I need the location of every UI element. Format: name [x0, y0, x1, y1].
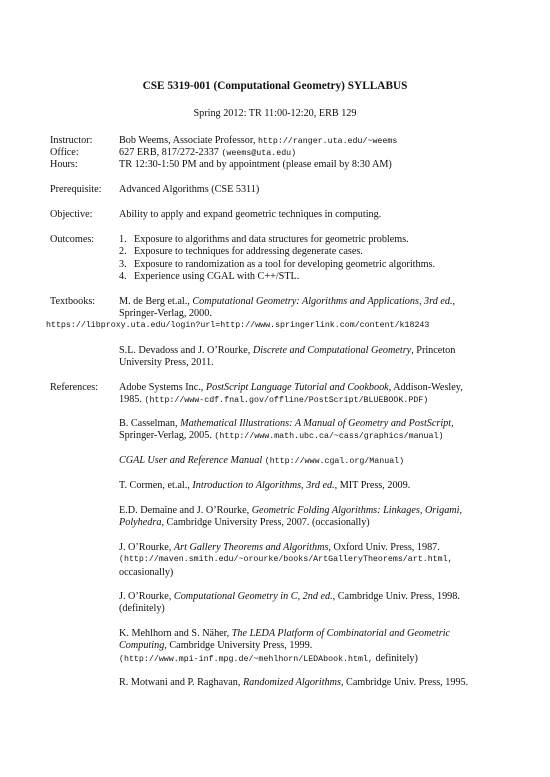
office-email-link[interactable]: (weems@uta.edu)	[221, 149, 297, 158]
reference-1-url-link[interactable]: (http://www-cdf.fnal.gov/offline/PostScript/BLUEBOOK.PDF)	[144, 396, 429, 406]
textbooks-label: Textbooks:	[50, 296, 96, 307]
prerequisite-label: Prerequisite:	[50, 184, 102, 195]
outcomes-label: Outcomes:	[50, 234, 95, 245]
instructor-label: Instructor:	[50, 135, 93, 146]
reference-8-url-link[interactable]: (http://www.mpi-inf.mpg.de/~mehlhorn/LEDAbook.html,	[119, 654, 373, 664]
prerequisite-value: Advanced Algorithms (CSE 5311)	[119, 184, 260, 195]
textbook-1-url-link[interactable]: https://libproxy.uta.edu/login?url=http://www.springerlink.com/content/k18243	[46, 321, 430, 330]
page-title: CSE 5319-001 (Computational Geometry) SYLLABUS	[142, 80, 408, 92]
list-item: 3. Exposure to randomization as a tool for developing geometric algorithms.	[119, 258, 436, 270]
outcomes-list	[119, 234, 504, 283]
hours-label: Hours:	[50, 159, 78, 170]
list-item: 1. Exposure to algorithms and data structures for geometric problems.	[119, 234, 409, 245]
reference-2-url-link[interactable]: (http://www.math.ubc.ca/~cass/graphics/manual)	[214, 432, 444, 442]
list-item: 4. Experience using CGAL with C++/STL.	[119, 270, 300, 282]
syllabus-page: CSE 5319-001 (Computational Geometry) SYLLABUS Spring 2012: TR 11:00-12:20, ERB 129 Instructor: Bob Weems, Associate Professor, http://ranger.uta.edu/~weems Office: 627 ERB, 817/272-2337 (weems@uta.edu) Hours: TR 12:30-1:50 PM and by appointment (please email by 8:30 AM) Prerequisite: Advanced Algorithms (CSE 5311) Objective: Ability to apply and expand geometric techniques in computing. Outcomes: 1. Exposure to algorithms and data structures for geometric problems. 2. Exposure to techniques for addressing degenerate cases. 3. Exposure to randomization as a tool for developing geometric algorithms. 4. Experience using CGAL with C++/STL. Textbooks: M. de Berg et.al., Computational Geometry: Algorithms and Applications, 3rd ed., Springer-Verlag, 2000. https://libproxy.uta.edu/login?url=http://www.springerlink.com/content/k18243 S.L. Devadoss and J. O’Rourke, Discrete and Computational Geometry, Princeton University Press, 2011. References: Adobe Systems Inc., PostScript Language Tutorial and Cookbook, Addison-Wesley, 1985. (http://www-cdf.fnal.gov/offline/PostScript/BLUEBOOK.PDF) B. Casselman, Mathematical Illustrations: A Manual of Geometry and PostScript, Springer-Verlag, 2005. (http://www.math.ubc.ca/~cass/graphics/manual) CGAL User and Reference Manual (http://www.cgal.org/Manual) T. Cormen, et.al., Introduction to Algorithms, 3rd ed., MIT Press, 2009. E.D. Demaine and J. O’Rourke, Geometric Folding Algorithms: Linkages, Origami, Polyhedra, Cambridge University Press, 2007. (occasionally) J. O’Rourke, Art Gallery Theorems and Algorithms, Oxford Univ. Press, 1987. (http://maven.smith.edu/~orourke/books/ArtGalleryTheorems/art.html, occasionally) J. O’Rourke, Computational Geometry in C, 2nd ed., Cambridge Univ. Press, 1998. (definitely) K. Mehlhorn and S. Näher, The LEDA Platform of Combinatorial and Geometric Computing, Cambridge University Press, 1999. (http://www.mpi-inf.mpg.de/~mehlhorn/LEDAbook.html, definitely) R. Motwani and P. Raghavan, Randomized Algorithms, Cambridge Univ. Press, 1995.	[0, 0, 550, 777]
hours-value: TR 12:30-1:50 PM and by appointment (please email by 8:30 AM)	[119, 159, 392, 170]
objective-label: Objective:	[50, 209, 93, 220]
list-item: 2. Exposure to techniques for addressing degenerate cases.	[119, 246, 363, 258]
reference-3-url-link[interactable]: (http://www.cgal.org/Manual)	[264, 457, 405, 466]
reference-6-url-link[interactable]: (http://maven.smith.edu/~orourke/books/ArtGalleryTheorems/art.html,	[119, 555, 453, 565]
office-label: Office:	[50, 147, 79, 158]
objective-value: Ability to apply and expand geometric techniques in computing.	[119, 209, 382, 220]
reference-1: Adobe Systems Inc., PostScript Language Tutorial and Cookbook, Addison-Wesley, 1985. (http://www-cdf.fnal.gov/offline/PostScript/BLUEBOOK.PDF)	[119, 382, 463, 406]
instructor-name: Bob Weems, Associate Professor,	[119, 135, 256, 146]
instructor-url-link[interactable]: http://ranger.uta.edu/~weems	[257, 137, 398, 146]
references-label: References:	[50, 382, 99, 393]
textbook-1: M. de Berg et.al., Computational Geometry: Algorithms and Applications, 3rd ed., Springer-Verlag, 2000.	[119, 296, 456, 320]
office-location: 627 ERB, 817/272-2337	[119, 147, 219, 158]
course-schedule: Spring 2012: TR 11:00-12:20, ERB 129	[193, 108, 357, 119]
